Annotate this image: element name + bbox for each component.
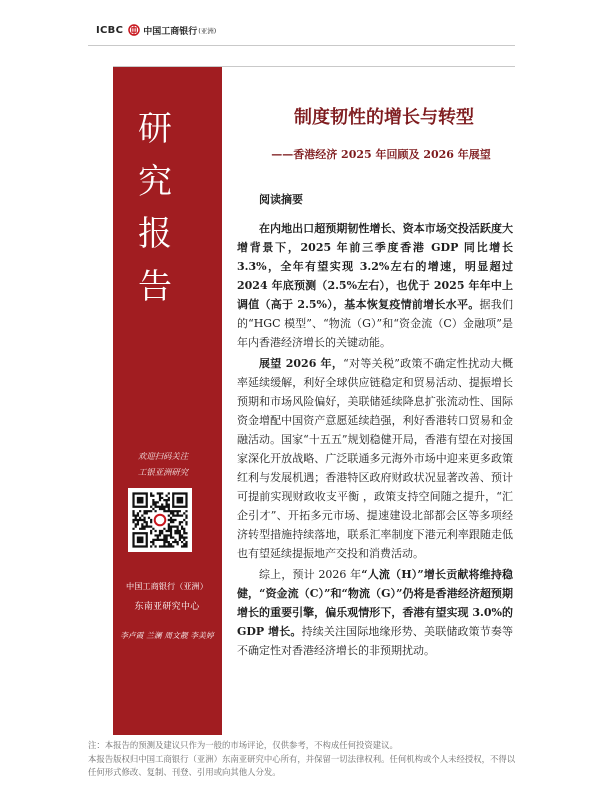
qr-caption-line-2: 工银亚洲研究	[137, 467, 189, 477]
qr-caption-line-1: 欢迎扫码关注	[137, 451, 189, 461]
abstract-section	[237, 190, 513, 662]
brand-header	[96, 22, 216, 38]
report-title: 制度韧性的增长与转型	[294, 107, 474, 128]
side-panel	[113, 67, 222, 735]
author-list: 李卢霞 兰澜 周文靓 李美婷	[120, 631, 214, 640]
footer-notes	[88, 739, 516, 780]
brand-name-cn: 中国工商银行	[143, 26, 198, 37]
report-subtitle: ——香港经济 2025 年回顾及 2026 年展望	[271, 148, 491, 161]
department-name: 东南亚研究中心	[134, 602, 200, 612]
copyright-note: 本报告版权归中国工商银行（亚洲）东南亚研究中心所有，并保留一切法律权利。任何机构或个人未经授权，不得以任何形式修改、复制、刊登、引用或向其他人分发。	[88, 753, 516, 777]
qr-code-graphic	[128, 488, 192, 552]
brand-latin-text: ICBC	[96, 24, 124, 36]
qr-caption	[113, 448, 213, 480]
abstract-paragraph-3-lead: 综上，预计 2026 年	[259, 568, 362, 581]
abstract-paragraph-1-body: 据我们的“HGC 模型”、“物流（G）”和“资金流（C）金融项”是年内香港经济增长的关键动能。	[237, 298, 513, 349]
abstract-paragraph-3-body: 持续关注国际地缘形势、美联储政策节奏等不确定性对香港经济增长的非预期扰动。	[237, 625, 513, 657]
institution-name: 中国工商银行（亚洲）	[126, 581, 208, 591]
abstract-paragraph-3	[237, 565, 513, 660]
abstract-paragraph-3-highlight: “人流（H）”增长贡献将维持稳健，“资金流（C）”和“物流（G）”仍将是香港经济超预期增长的重要引擎，偏乐观情形下，香港有望实现 3.0%的 GDP 增长。	[237, 568, 513, 638]
abstract-paragraph-1	[237, 219, 513, 352]
report-type-label: 研究报告	[138, 109, 172, 307]
header-rule	[88, 45, 515, 46]
abstract-paragraph-2-body: “对等关税”政策不确定性扰动大概率延续缓解，利好全球供应链稳定和贸易活动、提振增长预期和市场风险偏好，美联储延续降息扩张流动性、国际资金增配中国资产意愿延续趋强，利好香港转口贸易和金融活动。国家“十五五”规划稳健开局，香港有望在对接国家深化开放战略、广泛联通多元海外市场中迎来更多政策红利与发展机遇；香港特区政府财政状况显著改善、预计可提前实现财政收支平衡 ，政策支持空间随之提升，“汇企引才”、开拓多元市场、提速建设北部都会区等多项经济转型措施持续落地，联系汇率制度下港元利率跟随走低也有望延续提振地产交投和消费活动。	[237, 357, 513, 560]
abstract-paragraph-1-highlight: 在内地出口超预期韧性增长、资本市场交投活跃度大增背景下，2025 年前三季度香港 GDP 同比增长 3.3%，全年有望实现 3.2%左右的增速，明显超过 2024 年底预测（2.5%左右），也优于 2025 年年中上调值（高于 2.5%），基本恢复疫情前增长水平。	[237, 222, 513, 311]
abstract-heading: 阅读摘要	[259, 193, 303, 206]
disclaimer-note: 注：本报告的预测及建议只作为一般的市场评论，仅供参考，不构成任何投资建议。	[88, 740, 398, 750]
brand-region: (亚洲)	[198, 26, 217, 35]
abstract-paragraph-2-highlight: 展望 2026 年，	[259, 357, 344, 370]
qr-code-icon	[128, 488, 192, 552]
abstract-paragraph-2	[237, 354, 513, 563]
icbc-logo-icon	[128, 24, 140, 36]
